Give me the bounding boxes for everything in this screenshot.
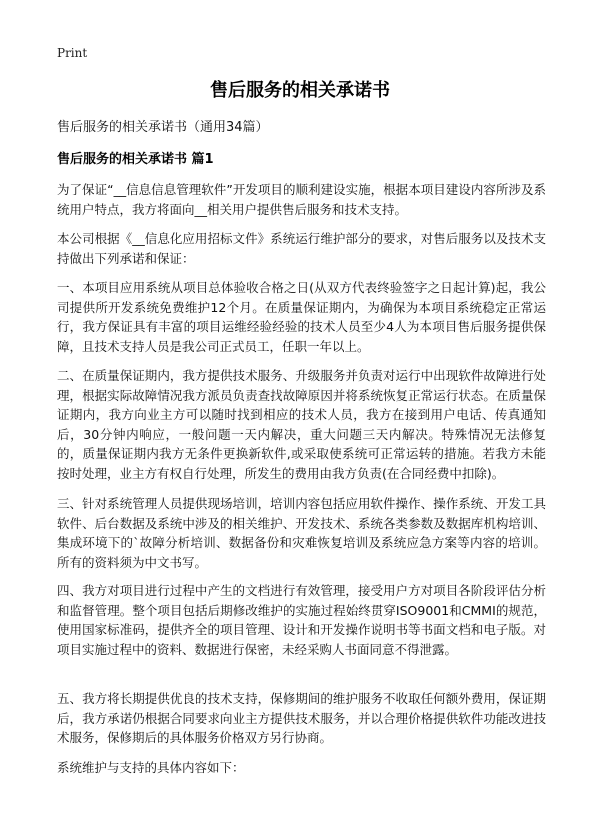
paragraph-commitment: 本公司根据《__信息化应用招标文件》系统运行维护部分的要求，对售后服务以及技术支持做出下列承诺和保证： — [57, 231, 546, 266]
paragraph-item-1: 一、本项目应用系统从项目总体验收合格之日(从双方代表终验签字之日起计算)起，我公司提供所开发系统免费维护12个月。在质量保证期内，为确保为本项目系统稳定正常运行，我方保证具有丰富的项目运维经验经验的技术人员至少4人为本项目售后服务提供保障，且技术支持人员是我公司正式员工，任职一年以上。 — [57, 280, 546, 354]
paragraph-item-2: 二、在质量保证期内，我方提供技术服务、升级服务并负责对运行中出现软件故障进行处理，根据实际故障情况我方派员负责查找故障原因并将系统恢复正常运行状态。在质量保证期内，我方向业主方可以随时找到相应的技术人员，我方在接到用户电话、传真通知后，30分钟内响应，一般问题一天内解决，重大问题三天内解决。特殊情况无法修复的，质量保证期内我方无条件更换新软件,或采取使系统可正常运转的措施。若我方未能按时处理，业主方有权自行处理，所发生的费用由我方负责(在合同经费中扣除)。 — [57, 368, 546, 481]
print-link[interactable]: Print — [57, 46, 88, 60]
paragraph-item-3: 三、针对系统管理人员提供现场培训，培训内容包括应用软件操作、操作系统、开发工具软件、后台数据及系统中涉及的相关维护、开发技术、系统各类参数及数据库机构培训、集成环境下的`故障分析培训、数据备份和灾难恢复培训及系统应急方案等内容的培训。所有的资料须为中文书写。 — [57, 496, 546, 570]
document-title: 售后服务的相关承诺书 — [210, 80, 390, 101]
document-subtitle: 售后服务的相关承诺书（通用34篇） — [57, 120, 269, 135]
paragraph-item-4: 四、我方对项目进行过程中产生的文档进行有效管理，接受用户方对项目各阶段评估分析和监督管理。整个项目包括后期修改维护的实施过程始终贯穿ISO9001和CMMI的规范，使用国家标准码，提供齐全的项目管理、设计和开发操作说明书等书面文档和电子版。对项目实施过程中的资料、数据进行保密，未经采购人书面同意不得泄露。 — [57, 583, 546, 657]
paragraph-item-5: 五、我方将长期提供优良的技术支持，保修期间的维护服务不收取任何额外费用，保证期后，我方承诺仍根据合同要求向业主方提供技术服务，并以合理价格提供软件功能改进技术服务，保修期后的具体服务价格双方另行协商。 — [57, 691, 546, 745]
paragraph-intro: 为了保证“__信息信息管理软件”开发项目的顺利建设实施，根据本项目建设内容所涉及系统用户特点，我方将面向__相关用户提供售后服务和技术支持。 — [57, 182, 546, 217]
section-heading: 售后服务的相关承诺书 篇1 — [57, 152, 214, 167]
paragraph-maintenance-intro: 系统维护与支持的具体内容如下： — [57, 760, 245, 775]
